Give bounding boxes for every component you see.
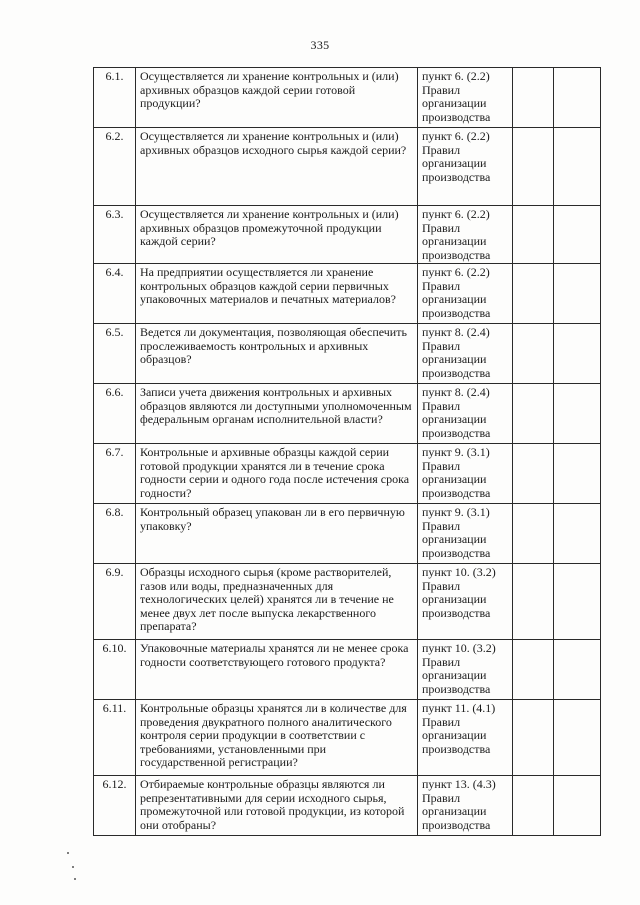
question-text: Осуществляется ли хранение контрольных и (или) архивных образцов исходного сырья каждой серии? — [136, 128, 418, 206]
item-number: 6.1. — [94, 68, 136, 128]
item-number: 6.6. — [94, 384, 136, 444]
item-number: 6.11. — [94, 700, 136, 776]
page-number: 335 — [310, 38, 330, 52]
item-number: 6.9. — [94, 564, 136, 640]
item-number: 6.3. — [94, 206, 136, 264]
answer-yes-cell[interactable] — [513, 324, 554, 384]
answer-yes-cell[interactable] — [513, 384, 554, 444]
answer-no-cell[interactable] — [554, 564, 601, 640]
table-row — [94, 444, 601, 504]
question-text: На предприятии осуществляется ли хранение контрольных образцов каждой серии первичных упаковочных материалов и печатных материалов? — [136, 264, 418, 324]
question-text: Контрольный образец упакован ли в его первичную упаковку? — [136, 504, 418, 564]
regulation-reference: пункт 8. (2.4) Правил организации производства — [418, 384, 513, 444]
answer-no-cell[interactable] — [554, 68, 601, 128]
regulation-reference: пункт 10. (3.2) Правил организации производства — [418, 564, 513, 640]
regulation-reference: пункт 6. (2.2) Правил организации производства — [418, 68, 513, 128]
question-text: Ведется ли документация, позволяющая обеспечить прослеживаемость контрольных и архивных образцов? — [136, 324, 418, 384]
answer-yes-cell[interactable] — [513, 504, 554, 564]
table-row — [94, 564, 601, 640]
answer-no-cell[interactable] — [554, 128, 601, 206]
answer-no-cell[interactable] — [554, 206, 601, 264]
checklist-body — [94, 68, 601, 836]
question-text: Упаковочные материалы хранятся ли не менее срока годности соответствующего готового продукта? — [136, 640, 418, 700]
answer-no-cell[interactable] — [554, 444, 601, 504]
regulation-reference: пункт 13. (4.3) Правил организации производства — [418, 776, 513, 836]
question-text: Образцы исходного сырья (кроме растворителей, газов или воды, предназначенных для технологических целей) хранятся ли в течение не менее двух лет после выпуска лекарственного препарата? — [136, 564, 418, 640]
question-text: Осуществляется ли хранение контрольных и (или) архивных образцов промежуточной продукции каждой серии? — [136, 206, 418, 264]
scan-specks — [66, 852, 78, 882]
question-text: Контрольные образцы хранятся ли в количестве для проведения двукратного полного аналитического контроля серии продукции в соответствии с требованиями, установленными при государственной регистрации? — [136, 700, 418, 776]
table-row — [94, 640, 601, 700]
item-number: 6.2. — [94, 128, 136, 206]
answer-yes-cell[interactable] — [513, 206, 554, 264]
regulation-reference: пункт 9. (3.1) Правил организации производства — [418, 504, 513, 564]
answer-no-cell[interactable] — [554, 384, 601, 444]
table-row — [94, 264, 601, 324]
answer-no-cell[interactable] — [554, 504, 601, 564]
answer-yes-cell[interactable] — [513, 68, 554, 128]
answer-yes-cell[interactable] — [513, 264, 554, 324]
regulation-reference: пункт 8. (2.4) Правил организации производства — [418, 324, 513, 384]
question-text: Записи учета движения контрольных и архивных образцов являются ли доступными уполномоченным федеральным органам исполнительной власти? — [136, 384, 418, 444]
answer-no-cell[interactable] — [554, 700, 601, 776]
item-number: 6.5. — [94, 324, 136, 384]
table-row — [94, 504, 601, 564]
answer-no-cell[interactable] — [554, 324, 601, 384]
checklist-table — [93, 67, 601, 836]
table-row — [94, 384, 601, 444]
table-row — [94, 68, 601, 128]
answer-yes-cell[interactable] — [513, 640, 554, 700]
answer-yes-cell[interactable] — [513, 444, 554, 504]
answer-yes-cell[interactable] — [513, 700, 554, 776]
table-row — [94, 206, 601, 264]
item-number: 6.12. — [94, 776, 136, 836]
item-number: 6.4. — [94, 264, 136, 324]
answer-yes-cell[interactable] — [513, 564, 554, 640]
answer-no-cell[interactable] — [554, 640, 601, 700]
answer-yes-cell[interactable] — [513, 128, 554, 206]
question-text: Осуществляется ли хранение контрольных и (или) архивных образцов каждой серии готовой продукции? — [136, 68, 418, 128]
regulation-reference: пункт 11. (4.1) Правил организации производства — [418, 700, 513, 776]
table-row — [94, 128, 601, 206]
item-number: 6.8. — [94, 504, 136, 564]
regulation-reference: пункт 10. (3.2) Правил организации производства — [418, 640, 513, 700]
answer-no-cell[interactable] — [554, 776, 601, 836]
item-number: 6.10. — [94, 640, 136, 700]
question-text: Отбираемые контрольные образцы являются ли репрезентативными для серии исходного сырья, промежуточной или готовой продукции, из которой они отобраны? — [136, 776, 418, 836]
regulation-reference: пункт 6. (2.2) Правил организации производства — [418, 264, 513, 324]
answer-no-cell[interactable] — [554, 264, 601, 324]
regulation-reference: пункт 6. (2.2) Правил организации производства — [418, 206, 513, 264]
question-text: Контрольные и архивные образцы каждой серии готовой продукции хранятся ли в течение срока годности серии и одного года после истечения срока годности? — [136, 444, 418, 504]
table-row — [94, 324, 601, 384]
table-row — [94, 700, 601, 776]
answer-yes-cell[interactable] — [513, 776, 554, 836]
regulation-reference: пункт 9. (3.1) Правил организации производства — [418, 444, 513, 504]
table-row — [94, 776, 601, 836]
regulation-reference: пункт 6. (2.2) Правил организации производства — [418, 128, 513, 206]
item-number: 6.7. — [94, 444, 136, 504]
